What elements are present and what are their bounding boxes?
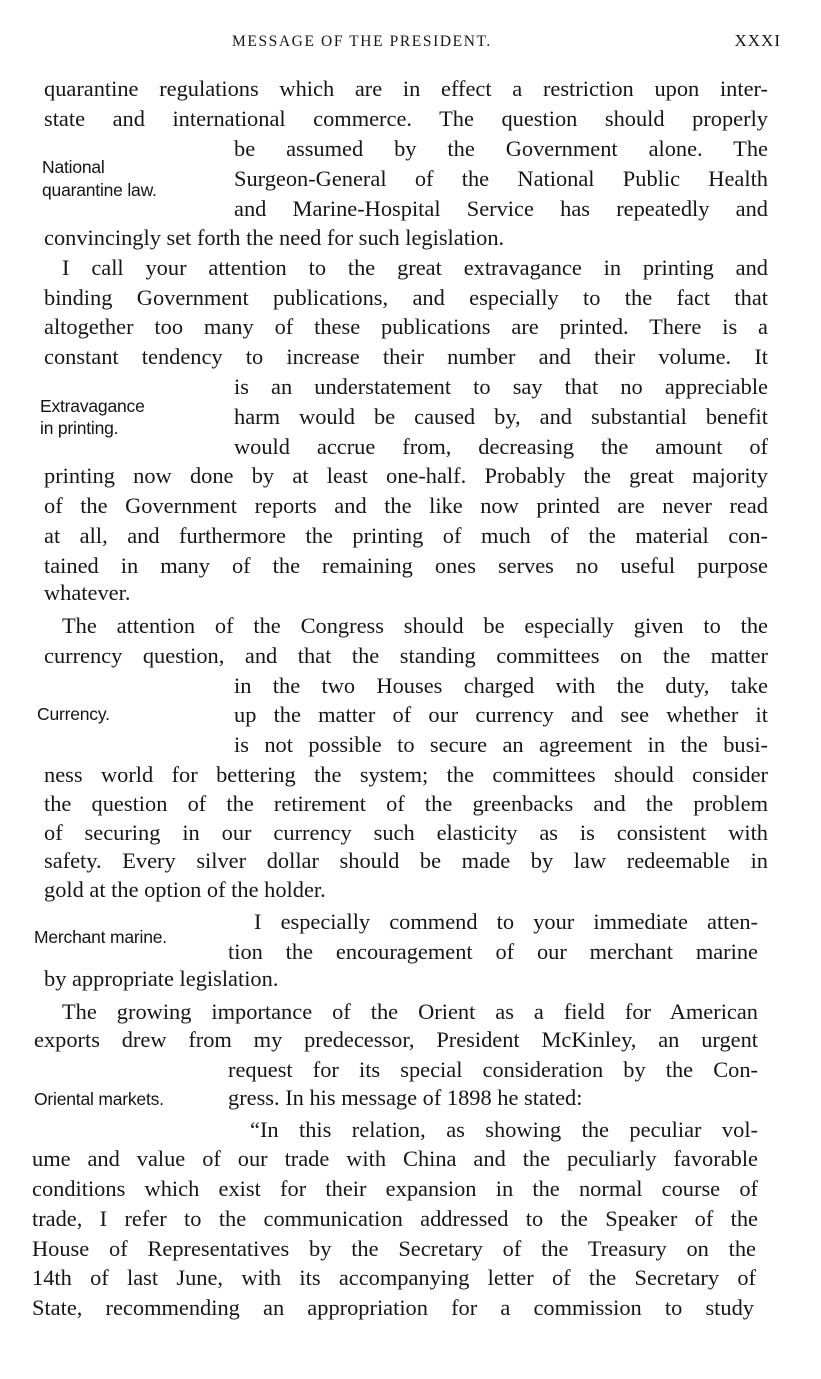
text-line: constant tendency to increase their number and their volume. It	[44, 344, 768, 369]
margin-note-merchant-marine: Merchant marine.	[34, 927, 167, 947]
text-line: at all, and furthermore the printing of much of the material con-	[44, 523, 768, 548]
text-line: currency question, and that the standing committees on the matter	[44, 643, 768, 668]
text-line: ness world for bettering the system; the committees should consider	[44, 762, 768, 787]
text-line: gress. In his message of 1898 he stated:	[228, 1085, 583, 1110]
text-line: The growing importance of the Orient as a field for American	[62, 999, 758, 1024]
text-line: State, recommending an appropriation for a commission to study	[32, 1295, 754, 1320]
text-line: is not possible to secure an agreement in the busi-	[234, 732, 768, 757]
margin-note-national: National	[42, 157, 105, 177]
text-line: 14th of last June, with its accompanying letter of the Secretary of	[32, 1265, 756, 1290]
text-line: gold at the option of the holder.	[44, 877, 326, 902]
text-line: up the matter of our currency and see whether it	[234, 702, 768, 727]
margin-note-quarantine-law: quarantine law.	[42, 180, 157, 200]
text-line: I especially commend to your immediate atten-	[254, 909, 758, 934]
text-line: conditions which exist for their expansion in the normal course of	[32, 1176, 758, 1201]
text-line: convincingly set forth the need for such legislation.	[44, 225, 505, 250]
text-line: tion the encouragement of our merchant marine	[228, 939, 758, 964]
text-line: tained in many of the remaining ones serves no useful purpose	[44, 553, 768, 578]
text-line: I call your attention to the great extravagance in printing and	[62, 255, 768, 280]
text-line: in the two Houses charged with the duty, take	[234, 673, 768, 698]
text-line: request for its special consideration by the Con-	[228, 1057, 758, 1082]
text-line: harm would be caused by, and substantial benefit	[234, 404, 768, 429]
text-line: Surgeon-General of the National Public Health	[234, 166, 768, 191]
text-line: printing now done by at least one-half. Probably the great majority	[44, 463, 768, 488]
text-line: the question of the retirement of the greenbacks and the problem	[44, 791, 768, 816]
text-line: by appropriate legislation.	[44, 966, 279, 991]
text-line: quarantine regulations which are in effect a restriction upon inter-	[44, 76, 768, 101]
page-number: XXXI	[734, 31, 781, 50]
margin-note-currency: Currency.	[37, 704, 110, 724]
margin-note-in-printing: in printing.	[40, 418, 119, 438]
text-line: altogether too many of these publications are printed. There is a	[44, 314, 768, 339]
text-line: whatever.	[44, 580, 131, 605]
text-line: “In this relation, as showing the peculiar vol-	[250, 1117, 758, 1142]
text-line: and Marine-Hospital Service has repeatedly and	[234, 196, 768, 221]
text-line: of securing in our currency such elasticity as is consistent with	[44, 820, 768, 845]
text-line: exports drew from my predecessor, President McKinley, an urgent	[34, 1027, 758, 1052]
margin-note-extravagance: Extravagance	[40, 396, 145, 416]
text-line: House of Representatives by the Secretary of the Treasury on the	[32, 1236, 756, 1261]
text-line: safety. Every silver dollar should be made by law redeemable in	[44, 848, 768, 873]
text-line: of the Government reports and the like now printed are never read	[44, 493, 768, 518]
text-line: state and international commerce. The question should properly	[44, 106, 768, 131]
text-line: trade, I refer to the communication addressed to the Speaker of the	[32, 1206, 758, 1231]
text-line: The attention of the Congress should be especially given to the	[62, 613, 768, 638]
text-line: binding Government publications, and especially to the fact that	[44, 285, 768, 310]
text-line: would accrue from, decreasing the amount of	[234, 434, 768, 459]
text-line: is an understatement to say that no appreciable	[234, 374, 768, 399]
text-line: be assumed by the Government alone. The	[234, 136, 768, 161]
margin-note-oriental-markets: Oriental markets.	[34, 1089, 164, 1109]
running-header: MESSAGE OF THE PRESIDENT.	[232, 33, 492, 50]
text-line: ume and value of our trade with China and the peculiarly favorable	[32, 1146, 758, 1171]
